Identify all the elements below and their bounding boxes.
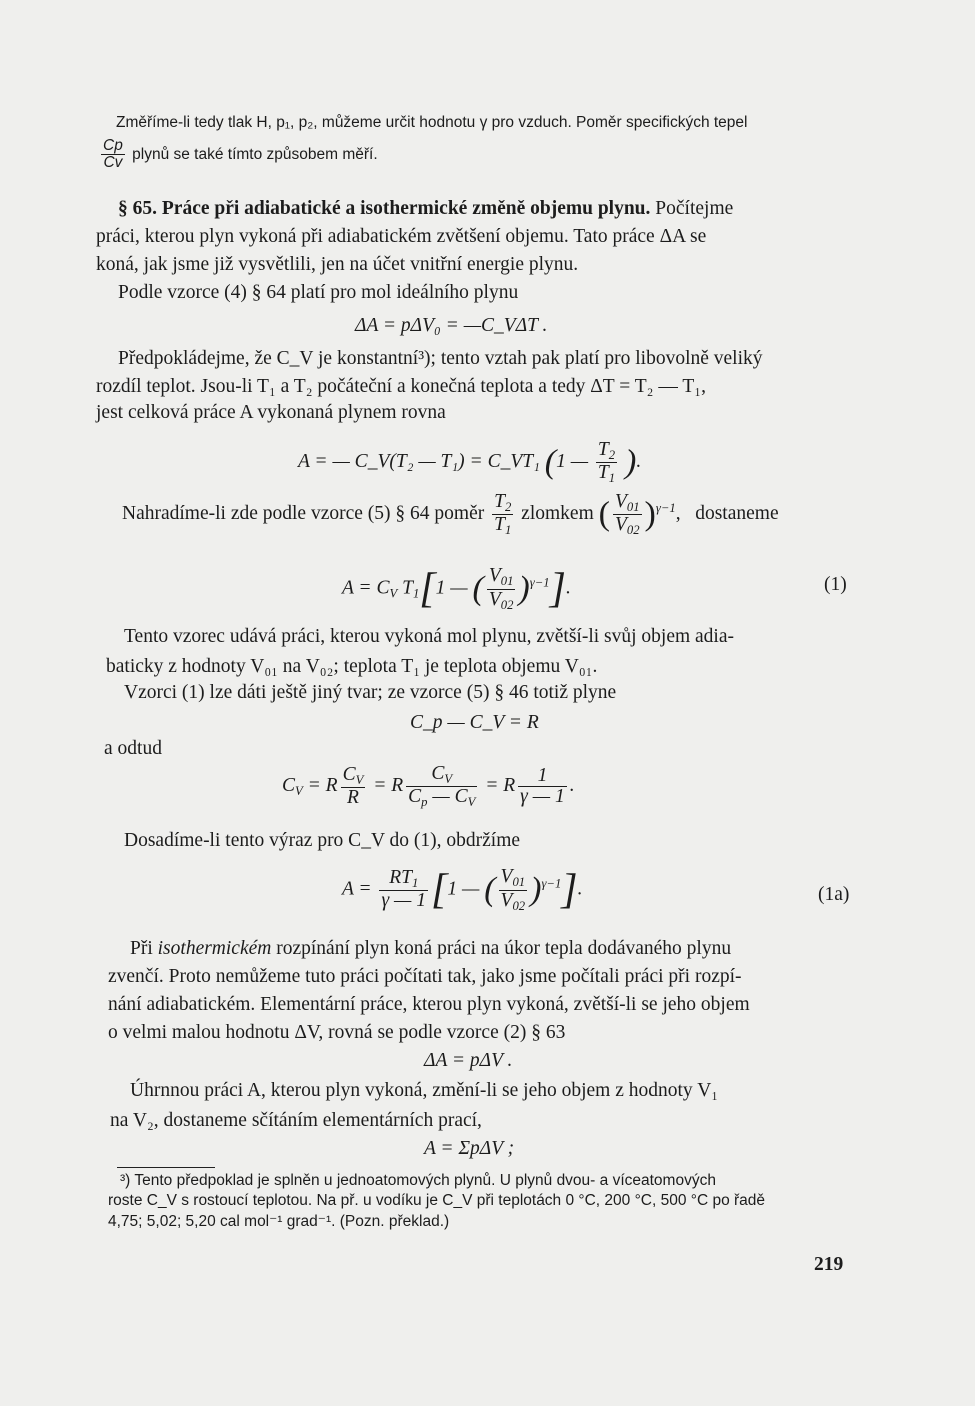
equation-r: C_p — C_V = R xyxy=(410,712,539,733)
intro-line-2: $\frac{Cp}{Cv}$ plynů se také tímto způsobem měří. xyxy=(103,137,378,172)
page-number: 219 xyxy=(814,1254,844,1275)
para2-line-1: Předpokládejme, že C_V je konstantní³); tento vztah pak platí pro libovolně veliký xyxy=(118,348,763,369)
para3-line: Nahradíme-li zde podle vzorce (5) § 64 poměr $\frac{T_2}{T_1}$ zlomkem ( $\frac{V_{01}}{V_{02}}$ )$^{\gamma-1}$, dostaneme xyxy=(122,491,779,537)
para7-line-2: na V₂, dostaneme sčítáním elementárních prací, xyxy=(110,1110,482,1131)
para6-line-4: o velmi malou hodnotu ΔV, rovná se podle vzorce (2) § 63 xyxy=(108,1022,566,1043)
a-odtud: a odtud xyxy=(104,738,162,759)
para2-line-2: rozdíl teplot. Jsou-li T₁ a T₂ počáteční a konečná teplota a tedy ΔT = T₂ — T₁, xyxy=(96,376,706,397)
section-line-2: práci, kterou plyn vykoná při adiabatickém zvětšení objemu. Tato práce ΔA se xyxy=(96,226,707,247)
cp-cv-ratio: $\frac{Cp}{Cv}$ xyxy=(103,137,123,172)
equation-1a: A = $\frac{RT_1}{\gamma — 1}$ [1 — ( $\frac{V_{01}}{V_{02}}$ )$^{\gamma-1}$]. xyxy=(342,866,583,913)
equation-1: $A = C_V$ $T_1[1$ — ( $\frac{V_{01}}{V_{02}}$ )$^{\gamma-1}$]. xyxy=(342,565,571,612)
fraction-t2-t1-b: $\frac{T_2}{T_1}$ xyxy=(494,491,512,537)
section-line-3: koná, jak jsme již vysvětlili, jen na účet vnitřní energie plynu. xyxy=(96,254,579,275)
equation-1a-label: (1a) xyxy=(818,884,850,905)
para7-line-1: Úhrnnou práci A, kterou plyn vykoná, změní-li se jeho objem z hodnoty V₁ xyxy=(130,1080,719,1101)
section-mark: § 65. xyxy=(118,198,157,219)
equation-work-total: A = — C_V(T₂ — T₁) = C_VT₁ (1 — $\frac{T_2}{T_1}$ ). xyxy=(298,439,642,485)
equation-delta-a-2: ΔA = pΔV . xyxy=(424,1050,513,1071)
para6-line-3: nání adiabatickém. Elementární práce, kterou plyn vykoná, zvětší-li se jeho objem xyxy=(108,994,750,1015)
footnote-line-3: 4,75; 5,02; 5,20 cal mol⁻¹ grad⁻¹. (Pozn. překlad.) xyxy=(108,1213,450,1230)
section-line-4: Podle vzorce (4) § 64 platí pro mol ideálního plynu xyxy=(118,282,519,303)
equation-1-label: (1) xyxy=(824,574,847,595)
section-title: Práce při adiabatické a isothermické změně objemu plynu. xyxy=(161,198,651,219)
equation-sum: A = ΣpΔV ; xyxy=(424,1138,515,1159)
para2-line-3: jest celková práce A vykonaná plynem rovna xyxy=(96,402,446,423)
footnote-rule xyxy=(117,1167,215,1168)
footnote-line-2: roste C_V s rostoucí teplotou. Na př. u vodíku je C_V při teplotách 0 °C, 200 °C, 500 °C po řadě xyxy=(108,1192,766,1209)
footnote-line-1: ³) Tento předpoklad je splněn u jednoatomových plynů. U plynů dvou- a víceatomových xyxy=(120,1172,716,1189)
equation-cv: $C_V = R$ $\frac{C_V}{R}$ = R $\frac{C_V}{C_p — C_V}$ = R $\frac{1}{\gamma — 1}$ . xyxy=(282,763,575,809)
para5-line: Dosadíme-li tento výraz pro C_V do (1), obdržíme xyxy=(124,830,521,851)
para4-line-1: Tento vzorec udává práci, kterou vykoná mol plynu, zvětší-li svůj objem adia- xyxy=(124,626,734,647)
section-heading-line: § 65. Práce při adiabatické a isothermické změně objemu plynu. Počítejme xyxy=(118,198,734,219)
para6-line-1: Při isothermickém rozpínání plyn koná práci na úkor tepla dodávaného plynu xyxy=(130,938,732,959)
para4-line-3: Vzorci (1) lze dáti ještě jiný tvar; ze vzorce (5) § 46 totiž plyne xyxy=(124,682,617,703)
intro-line-1: Změříme-li tedy tlak H, p₁, p₂, můžeme určit hodnotu γ pro vzduch. Poměr specifických tepel xyxy=(116,114,748,131)
fraction-t2-t1: $\frac{T_2}{T_1}$ xyxy=(597,439,616,485)
para4-line-2: baticky z hodnoty V₀₁ na V₀₂; teplota T₁ je teplota objemu V₀₁. xyxy=(106,656,598,677)
fraction-v01-v02: $\frac{V_{01}}{V_{02}}$ xyxy=(614,491,640,537)
para6-line-2: zvenčí. Proto nemůžeme tuto práci počítati tak, jako jsme počítali práci při rozpí- xyxy=(108,966,742,987)
equation-delta-a: ΔA = pΔV₀ = —C_VΔT . xyxy=(355,315,548,336)
